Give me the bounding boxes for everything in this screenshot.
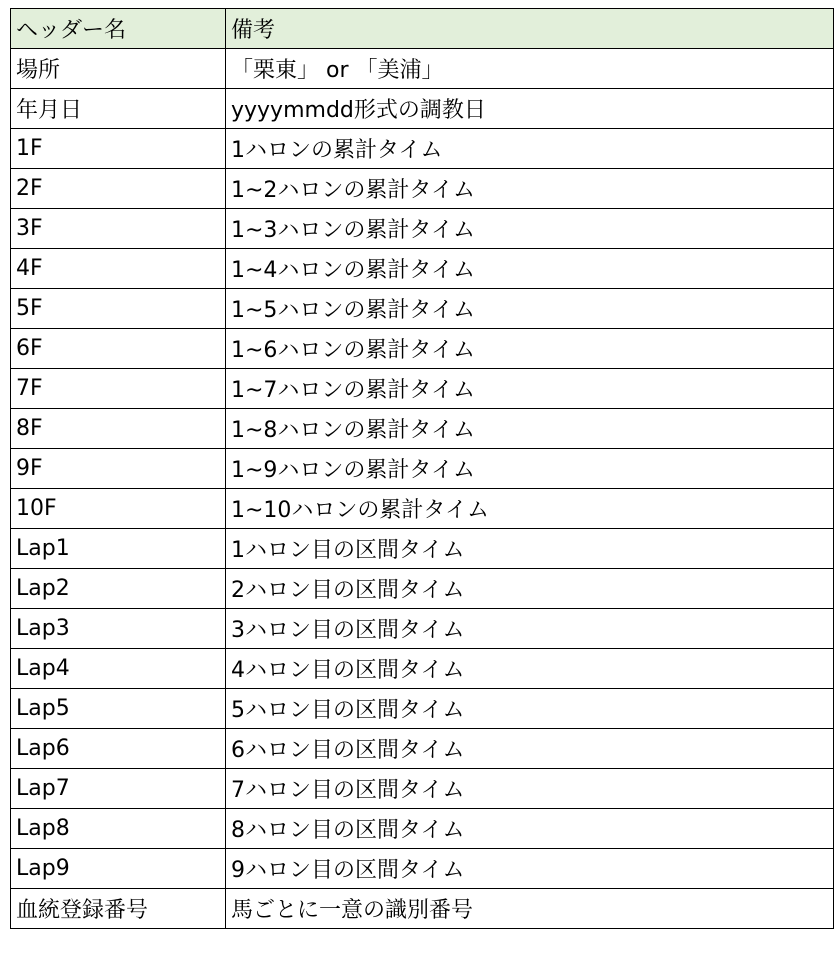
table-row <box>11 489 834 529</box>
cell-header-name[interactable]: Lap3 <box>11 609 226 649</box>
cell-note[interactable]: 1~4ハロンの累計タイム <box>226 249 834 289</box>
cell-header-name[interactable]: 5F <box>11 289 226 329</box>
cell-header-name[interactable]: 8F <box>11 409 226 449</box>
table-row <box>11 129 834 169</box>
cell-note[interactable]: 1~6ハロンの累計タイム <box>226 329 834 369</box>
cell-note[interactable]: yyyymmdd形式の調教日 <box>226 89 834 129</box>
cell-header-name[interactable]: 9F <box>11 449 226 489</box>
table-row <box>11 49 834 89</box>
table-row <box>11 249 834 289</box>
cell-note[interactable]: 1~5ハロンの累計タイム <box>226 289 834 329</box>
cell-note[interactable]: 1ハロンの累計タイム <box>226 129 834 169</box>
cell-note[interactable]: 1~9ハロンの累計タイム <box>226 449 834 489</box>
cell-header-name[interactable]: Lap5 <box>11 689 226 729</box>
table-row <box>11 689 834 729</box>
table-row <box>11 649 834 689</box>
table-row <box>11 889 834 929</box>
cell-note[interactable]: 1~8ハロンの累計タイム <box>226 409 834 449</box>
cell-header-name[interactable]: 1F <box>11 129 226 169</box>
table-row <box>11 449 834 489</box>
header-cell-name[interactable]: ヘッダー名 <box>11 9 226 49</box>
cell-note[interactable]: 1ハロン目の区間タイム <box>226 529 834 569</box>
cell-header-name[interactable]: 6F <box>11 329 226 369</box>
table-row <box>11 289 834 329</box>
cell-header-name[interactable]: Lap1 <box>11 529 226 569</box>
table-row <box>11 769 834 809</box>
cell-note[interactable]: 1~2ハロンの累計タイム <box>226 169 834 209</box>
cell-header-name[interactable]: 3F <box>11 209 226 249</box>
table-row <box>11 89 834 129</box>
table-header-row <box>11 9 834 49</box>
header-cell-note[interactable]: 備考 <box>226 9 834 49</box>
cell-note[interactable]: 7ハロン目の区間タイム <box>226 769 834 809</box>
cell-note[interactable]: 5ハロン目の区間タイム <box>226 689 834 729</box>
cell-note[interactable]: 3ハロン目の区間タイム <box>226 609 834 649</box>
table-row <box>11 409 834 449</box>
cell-note[interactable]: 「栗東」 or 「美浦」 <box>226 49 834 89</box>
cell-note[interactable]: 1~3ハロンの累計タイム <box>226 209 834 249</box>
cell-note[interactable]: 6ハロン目の区間タイム <box>226 729 834 769</box>
cell-header-name[interactable]: Lap7 <box>11 769 226 809</box>
table-row <box>11 329 834 369</box>
cell-note[interactable]: 8ハロン目の区間タイム <box>226 809 834 849</box>
table-row <box>11 729 834 769</box>
table-row <box>11 809 834 849</box>
spreadsheet-area <box>10 8 834 929</box>
header-description-table <box>10 8 834 929</box>
table-row <box>11 529 834 569</box>
cell-header-name[interactable]: 2F <box>11 169 226 209</box>
cell-header-name[interactable]: Lap4 <box>11 649 226 689</box>
cell-header-name[interactable]: Lap9 <box>11 849 226 889</box>
cell-header-name[interactable]: 10F <box>11 489 226 529</box>
cell-note[interactable]: 1~7ハロンの累計タイム <box>226 369 834 409</box>
table-row <box>11 369 834 409</box>
cell-note[interactable]: 2ハロン目の区間タイム <box>226 569 834 609</box>
cell-note[interactable]: 馬ごとに一意の識別番号 <box>226 889 834 929</box>
cell-note[interactable]: 1~10ハロンの累計タイム <box>226 489 834 529</box>
cell-note[interactable]: 9ハロン目の区間タイム <box>226 849 834 889</box>
cell-header-name[interactable]: 血統登録番号 <box>11 889 226 929</box>
cell-header-name[interactable]: Lap2 <box>11 569 226 609</box>
table-row <box>11 569 834 609</box>
cell-header-name[interactable]: 年月日 <box>11 89 226 129</box>
table-row <box>11 169 834 209</box>
table-row <box>11 849 834 889</box>
table-row <box>11 609 834 649</box>
cell-note[interactable]: 4ハロン目の区間タイム <box>226 649 834 689</box>
table-row <box>11 209 834 249</box>
cell-header-name[interactable]: 7F <box>11 369 226 409</box>
cell-header-name[interactable]: 場所 <box>11 49 226 89</box>
cell-header-name[interactable]: 4F <box>11 249 226 289</box>
cell-header-name[interactable]: Lap6 <box>11 729 226 769</box>
cell-header-name[interactable]: Lap8 <box>11 809 226 849</box>
